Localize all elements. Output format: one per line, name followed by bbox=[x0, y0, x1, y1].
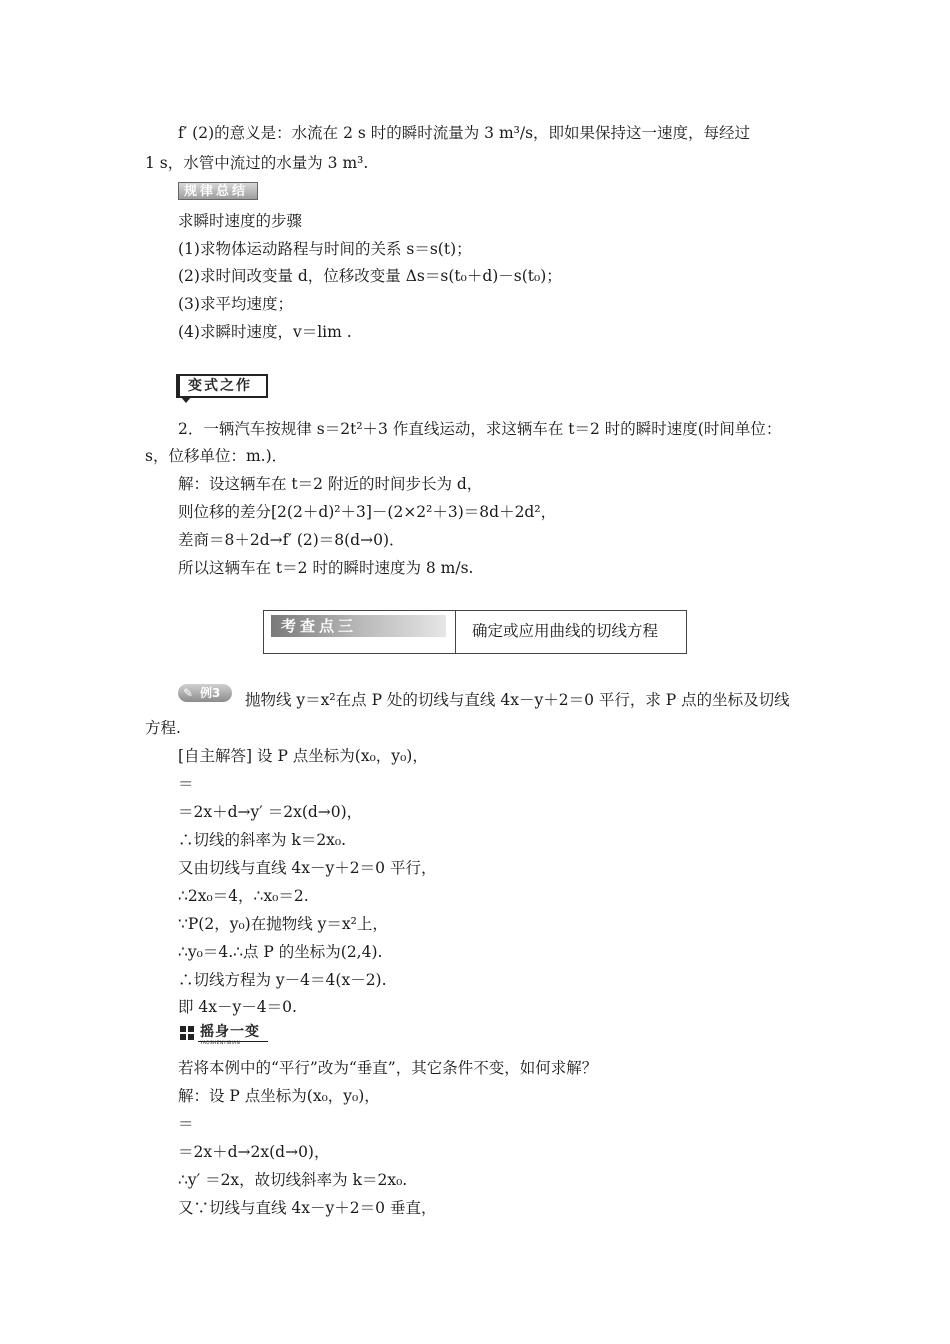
variant-badge-pinyin: YAOSHENYIBIAN bbox=[200, 1041, 241, 1046]
intro-line-1: f′ (2)的意义是：水流在 2 s 时的瞬时流量为 3 m³/s，即如果保持这一速度，每经过 bbox=[178, 124, 751, 142]
example-answer-10: 即 4x－y－4＝0. bbox=[178, 998, 297, 1016]
variant-solution-2: ＝ bbox=[178, 1115, 194, 1133]
variation-question-line-1: 2．一辆汽车按规律 s＝2t²＋3 作直线运动，求这辆车在 t＝2 时的瞬时速度(时间单位： bbox=[178, 420, 782, 438]
rule-summary-title: 求瞬时速度的步骤 bbox=[178, 212, 303, 230]
example-answer-8: ∴y₀＝4.∴点 P 的坐标为(2,4). bbox=[178, 943, 383, 961]
example-answer-7: ∵P(2，y₀)在抛物线 y＝x²上， bbox=[178, 915, 388, 933]
rule-step-3: (3)求平均速度； bbox=[178, 295, 293, 313]
variation-solution-3: 差商＝8＋2d→f′ (2)＝8(d→0)． bbox=[178, 531, 405, 549]
exam-point-title: 确定或应用曲线的切线方程 bbox=[472, 622, 659, 640]
pen-icon: ✎ bbox=[183, 686, 194, 700]
variation-question-line-2: s，位移单位：m.)． bbox=[145, 447, 288, 465]
example-3-label: 例3 bbox=[200, 686, 221, 700]
exam-point-box bbox=[263, 610, 687, 654]
variation-badge-pointer bbox=[180, 396, 192, 403]
example-question-line-1: 抛物线 y＝x²在点 P 处的切线与直线 4x－y＋2＝0 平行，求 P 点的坐标及切线 bbox=[245, 691, 790, 709]
variant-badge bbox=[180, 1022, 270, 1048]
variant-question: 若将本例中的“平行”改为“垂直”，其它条件不变，如何求解？ bbox=[178, 1059, 598, 1077]
rule-step-2: (2)求时间改变量 d，位移改变量 Δs＝s(t₀＋d)－s(t₀)； bbox=[178, 267, 562, 285]
rule-step-1: (1)求物体运动路程与时间的关系 s＝s(t)； bbox=[178, 240, 472, 258]
exam-point-label: 考查点三 bbox=[271, 615, 446, 637]
example-question-line-2: 方程. bbox=[145, 719, 181, 737]
example-answer-6: ∴2x₀＝4，∴x₀＝2. bbox=[178, 887, 309, 905]
variation-badge-label: 变式之作 bbox=[176, 374, 268, 398]
intro-line-2: 1 s，水管中流过的水量为 3 m³. bbox=[145, 154, 369, 172]
variant-solution-3: ＝2x＋d→2x(d→0)， bbox=[178, 1143, 330, 1161]
variation-badge bbox=[176, 374, 268, 404]
example-answer-3: ＝2x＋d→y′ ＝2x(d→0)， bbox=[178, 803, 363, 821]
rule-step-4: (4)求瞬时速度，v＝lim . bbox=[178, 323, 352, 341]
variation-solution-1: 解：设这辆车在 t＝2 附近的时间步长为 d， bbox=[178, 475, 483, 493]
rule-summary-badge: 规律总结 bbox=[178, 182, 258, 200]
example-answer-5: 又由切线与直线 4x－y＋2＝0 平行， bbox=[178, 859, 437, 877]
variation-solution-2: 则位移的差分[2(2＋d)²＋3]－(2×2²＋3)＝8d＋2d²， bbox=[178, 503, 557, 521]
example-answer-2: ＝ bbox=[178, 775, 194, 793]
grid-icon bbox=[180, 1026, 194, 1040]
variant-solution-4: ∴y′ ＝2x，故切线斜率为 k＝2x₀. bbox=[178, 1171, 408, 1189]
example-3-badge bbox=[178, 684, 232, 702]
variation-solution-4: 所以这辆车在 t＝2 时的瞬时速度为 8 m/s. bbox=[178, 559, 474, 577]
variant-badge-label: 摇身一变 bbox=[200, 1024, 260, 1040]
example-answer-4: ∴切线的斜率为 k＝2x₀. bbox=[178, 831, 347, 849]
example-answer-9: ∴切线方程为 y－4＝4(x－2). bbox=[178, 971, 387, 989]
exam-point-label-cell bbox=[264, 611, 456, 653]
example-answer-1: [自主解答] 设 P 点坐标为(x₀，y₀)， bbox=[178, 747, 428, 765]
variant-solution-5: 又∵切线与直线 4x－y＋2＝0 垂直， bbox=[178, 1199, 437, 1217]
variant-solution-1: 解：设 P 点坐标为(x₀，y₀)， bbox=[178, 1087, 380, 1105]
